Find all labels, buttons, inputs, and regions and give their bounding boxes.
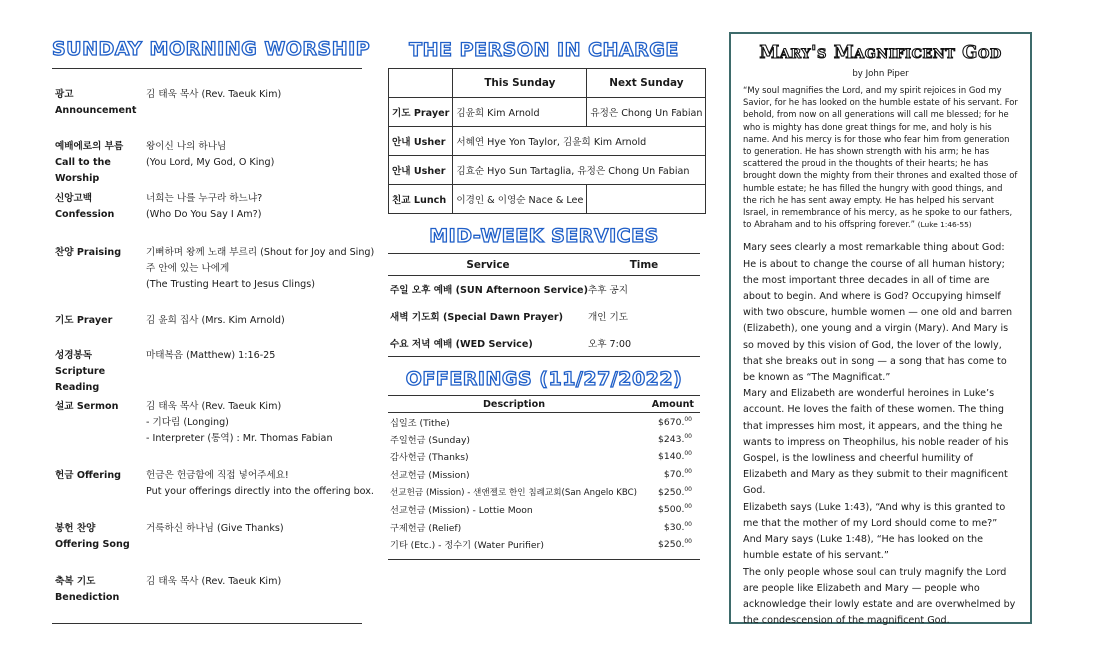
offering-desc: 선교헌금 (Mission) - Lottie Moon — [390, 505, 533, 517]
item-label-ko: 광고 — [55, 89, 74, 100]
article-paragraph: Elizabeth says (Luke 1:43), “And why is this granted to me that the mother of my Lord should come to me?” And Mary says (Luke 1:48), “He has looked on the humble estate of his servant.” — [743, 501, 1006, 562]
item-label-ko: 헌금 Offering — [55, 470, 122, 481]
item-value: 김 태욱 목사 (Rev. Taeuk Kim) — [146, 401, 282, 412]
table-header: This Sunday — [453, 69, 587, 98]
time-cell: 오후 7:00 — [588, 330, 700, 357]
amount-dollars: $30 — [663, 521, 682, 533]
table-row — [388, 330, 700, 357]
item-value: 기뻐하며 왕께 노래 부르리 (Shout for Joy and Sing) — [146, 247, 375, 258]
next-sunday-cell: 유정은 Chong Un Fabian — [587, 98, 706, 127]
amount-cents: 00 — [684, 432, 692, 440]
item-value: 거룩하신 하나님 (Give Thanks) — [146, 523, 284, 534]
offerings-title: OFFERINGS (11/27/2022) — [405, 368, 683, 390]
item-label-ko: 설교 Sermon — [55, 401, 119, 412]
offering-amount: $70.00 — [663, 468, 692, 481]
amount-dollars: $500 — [658, 504, 682, 516]
amount-dollars: $250 — [658, 539, 682, 551]
offering-desc: 기타 (Etc.) - 정수기 (Water Purifier) — [390, 540, 544, 552]
this-sunday-cell: 김효순 Hyo Sun Tartaglia, 유정은 Chong Un Fabian — [453, 156, 706, 185]
this-sunday-cell: 김윤희 Kim Arnold — [453, 98, 587, 127]
table-header: Description — [388, 396, 640, 413]
table-header: Time — [588, 254, 700, 276]
offering-desc: 구제헌금 (Relief) — [390, 522, 462, 534]
person-in-charge-title: THE PERSON IN CHARGE — [409, 39, 679, 61]
worship-title: SUNDAY MORNING WORSHIP — [52, 38, 371, 60]
offering-amount: $243.00 — [658, 432, 692, 445]
item-label-ko: 봉헌 찬양 — [55, 523, 96, 534]
article-scripture — [743, 84, 1018, 231]
article-body — [743, 240, 1018, 629]
offerings-table — [388, 395, 700, 553]
item-value: - 기다림 (Longing) — [146, 417, 229, 428]
item-label-en: Call to the Worship — [55, 157, 111, 184]
amount-dollars: $140 — [658, 451, 682, 463]
item-label-en: Confession — [55, 209, 115, 220]
item-label-en: Announcement — [55, 105, 137, 116]
service-cell: 새벽 기도회 (Special Dawn Prayer) — [390, 312, 564, 323]
role-cell: 안내 Usher — [389, 156, 453, 185]
divider — [388, 559, 700, 560]
amount-cents: 00 — [684, 520, 692, 528]
item-value: 김 태욱 목사 (Rev. Taeuk Kim) — [146, 89, 282, 100]
item-label-ko: 축복 기도 — [55, 576, 96, 587]
offering-amount: $140.00 — [658, 450, 692, 463]
amount-cents: 00 — [684, 450, 692, 458]
article-paragraph: Mary and Elizabeth are wonderful heroines in Luke’s account. He loves the faith of these women. The thing that impresses him most, it appears, and the thing he wants to impress on Theophilus, his noble reader of his Gospel, is the lowliness and cheerful humility of Elizabeth and Mary as they submit to their magnificent God. — [743, 388, 1009, 497]
amount-cents: 00 — [684, 468, 692, 476]
table-row — [388, 303, 700, 330]
service-cell: 수요 저녁 예배 (WED Service) — [388, 330, 588, 357]
item-value: (The Trusting Heart to Jesus Clings) — [146, 279, 315, 290]
role-cell: 친교 Lunch — [389, 185, 453, 214]
offering-desc: 선교헌금 (Mission) — [390, 470, 470, 482]
scripture-text: “My soul magnifies the Lord, and my spirit rejoices in God my Savior, for he has looked on the humble estate of his servant. For behold, from now on all generations will call me blessed; for he who is mighty has done great things for me, and holy is his name. And his mercy is for those who fear him from generation to generation. He has shown strength with his arm; he has scattered the proud in the thoughts of their hearts; he has brought down the mighty from their thrones and exalted those of humble estate; he has filled the hungry with good things, and the rich he has sent away empty. He has helped his servant Israel, in remembrance of his mercy, as he spoke to our fathers, to Abraham and to his offspring forever.” — [743, 85, 1018, 230]
item-value: 헌금은 헌금함에 직접 넣어주세요! — [146, 470, 289, 481]
item-label-en: Offering Song — [55, 539, 130, 550]
article-byline: by John Piper — [852, 69, 909, 79]
table-row — [388, 536, 700, 554]
item-label-ko: 찬양 Praising — [55, 247, 122, 258]
item-label-ko: 성경봉독 — [55, 350, 93, 361]
table-header-row — [388, 254, 700, 276]
worship-order-list — [52, 69, 375, 629]
table-row — [389, 185, 706, 214]
time-cell: 추후 공지 — [587, 285, 629, 297]
item-value: 왕이신 나의 하나님 — [146, 141, 227, 152]
item-value: 김 태욱 목사 (Rev. Taeuk Kim) — [146, 576, 282, 587]
person-in-charge-table — [388, 68, 706, 214]
table-row — [388, 500, 700, 518]
amount-dollars: $670 — [658, 416, 682, 428]
table-row — [388, 465, 700, 483]
item-label-en: Scripture Reading — [55, 366, 106, 393]
table-row — [389, 156, 706, 185]
service-cell: 주일 오후 예배 (SUN Afternoon Service) — [390, 285, 588, 297]
item-label-ko: 신앙고백 — [55, 193, 93, 204]
table-header-row — [388, 396, 700, 413]
item-value: 주 안에 있는 나에게 — [146, 263, 230, 274]
item-label-ko: 예배에로의 부름 — [55, 141, 124, 152]
item-value: (Who Do You Say I Am?) — [146, 209, 262, 220]
item-value: - Interpreter (통역) : Mr. Thomas Fabian — [146, 433, 333, 444]
table-row — [388, 430, 700, 448]
scripture-reference: (Luke 1:46-55) — [917, 220, 972, 230]
table-row — [388, 413, 700, 431]
table-row — [388, 518, 700, 536]
table-row — [388, 483, 700, 501]
this-sunday-cell: 이경인 & 이영순 Nace & Lee — [453, 185, 587, 214]
table-header: Next Sunday — [587, 69, 706, 98]
item-label-ko: 기도 Prayer — [55, 315, 113, 326]
article-box — [729, 32, 1032, 627]
item-value: 마태복음 (Matthew) 1:16-25 — [146, 350, 276, 361]
offering-desc: 감사헌금 (Thanks) — [390, 452, 469, 464]
amount-cents: 00 — [684, 485, 692, 493]
amount-dollars: $70 — [663, 469, 682, 481]
article-paragraph: Mary sees clearly a most remarkable thing about God: He is about to change the course of all human history; the most important three decades in all of time are about to begin. And where is God? Occupying himself with two obscure, humble women — one old and barren (Elizabeth), one young and a virgin (Mary). And Mary is so moved by this vision of God, the lover of the lowly, that she breaks out in song — a song that has come to be known as “The Magnificat.” — [743, 242, 1013, 384]
offering-desc: 십일조 (Tithe) — [390, 417, 450, 429]
offering-amount: $500.00 — [658, 503, 692, 516]
next-sunday-cell — [587, 185, 706, 214]
offering-amount: $670.00 — [658, 415, 692, 428]
time-cell: 개인 기도 — [587, 312, 629, 323]
amount-cents: 00 — [684, 538, 692, 546]
offering-desc: 선교헌금 (Mission) - 샌앤젤로 한인 침례교회(San Angelo KBC) — [390, 487, 637, 498]
offering-amount: $250.00 — [658, 485, 692, 498]
role-cell: 안내 Usher — [389, 127, 453, 156]
table-row — [388, 276, 700, 303]
table-row — [388, 448, 700, 466]
item-value: 너희는 나를 누구라 하느냐? — [146, 193, 263, 204]
divider — [52, 623, 362, 624]
schedule-section — [388, 36, 703, 560]
table-row — [389, 127, 706, 156]
table-header — [389, 69, 453, 98]
this-sunday-cell: 서혜연 Hye Yon Taylor, 김윤희 Kim Arnold — [453, 127, 706, 156]
role-cell: 기도 Prayer — [389, 98, 453, 127]
offering-desc: 주일헌금 (Sunday) — [390, 434, 470, 446]
amount-dollars: $243 — [658, 433, 682, 445]
table-header: Service — [388, 254, 588, 276]
midweek-table — [388, 253, 700, 357]
amount-cents: 00 — [684, 503, 692, 511]
article-paragraph: The only people whose soul can truly magnify the Lord are people like Elizabeth and Mary — people who acknowledge their lowly estate and are overwhelmed by the condescension of the magnificent God. — [743, 566, 1016, 627]
item-value: 김 윤희 집사 (Mrs. Kim Arnold) — [146, 315, 285, 326]
item-value: (You Lord, My God, O King) — [146, 157, 275, 168]
midweek-title: MID-WEEK SERVICES — [429, 225, 659, 247]
item-value: Put your offerings directly into the offering box. — [146, 486, 374, 497]
order-of-worship-section — [52, 34, 375, 629]
table-header-row — [389, 69, 706, 98]
article-title: Mary's Magnificent God — [759, 42, 1002, 63]
offering-amount: $250.00 — [658, 538, 692, 551]
amount-dollars: $250 — [658, 486, 682, 498]
offering-amount: $30.00 — [663, 520, 692, 533]
table-row — [389, 98, 706, 127]
amount-cents: 00 — [684, 415, 692, 423]
table-header: Amount — [640, 396, 700, 413]
item-label-en: Benediction — [55, 592, 120, 603]
